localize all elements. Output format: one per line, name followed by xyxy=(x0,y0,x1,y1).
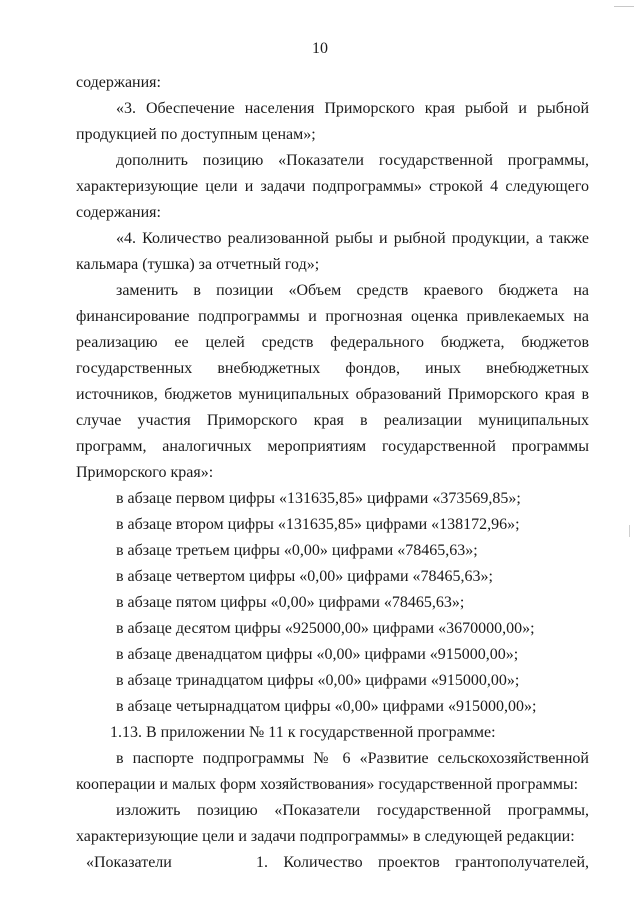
table-cell-right: 1. Количество проектов грантополучателей, xyxy=(256,854,589,871)
list-item: в абзаце тринадцатом цифры «0,00» цифрами «915000,00»; xyxy=(116,672,520,689)
section-heading: 1.13. В приложении № 11 к государственной программе: xyxy=(110,724,496,741)
list-item: в абзаце четырнадцатом цифры «0,00» цифрами «915000,00»; xyxy=(116,698,537,715)
scan-artifact xyxy=(629,525,630,537)
paragraph: «4. Количество реализованной рыбы и рыбной продукции, а также кальмара (тушка) за отчетный год»; xyxy=(76,230,589,273)
list-item: в абзаце двенадцатом цифры «0,00» цифрами «915000,00»; xyxy=(116,646,519,663)
paragraph: содержания: xyxy=(76,74,161,91)
table-row xyxy=(86,850,589,876)
document-body xyxy=(76,70,589,876)
list-item: в абзаце первом цифры «131635,85» цифрами «373569,85»; xyxy=(116,490,521,507)
paragraph: изложить позицию «Показатели государственной программы, характеризующие цели и задачи подпрограммы» в следующей редакции: xyxy=(76,802,589,845)
list-item: в абзаце третьем цифры «0,00» цифрами «78465,63»; xyxy=(116,542,478,559)
paragraph: дополнить позицию «Показатели государственной программы, характеризующие цели и задачи подпрограммы» строкой 4 следующего содержания: xyxy=(76,152,589,221)
page-number: 10 xyxy=(312,40,328,57)
paragraph: в паспорте подпрограммы № 6 «Развитие сельскохозяйственной кооперации и малых форм хозяйствования» государственной программы: xyxy=(76,750,589,793)
scan-artifact xyxy=(614,6,634,7)
list-item: в абзаце втором цифры «131635,85» цифрами «138172,96»; xyxy=(116,516,520,533)
list-item: в абзаце пятом цифры «0,00» цифрами «78465,63»; xyxy=(116,594,465,611)
list-item: в абзаце четвертом цифры «0,00» цифрами «78465,63»; xyxy=(116,568,493,585)
table-cell-left: «Показатели xyxy=(86,854,172,871)
paragraph: «3. Обеспечение населения Приморского края рыбой и рыбной продукцией по доступным ценам»; xyxy=(76,100,589,143)
list-item: в абзаце десятом цифры «925000,00» цифрами «3670000,00»; xyxy=(116,620,535,637)
paragraph: заменить в позиции «Объем средств краевого бюджета на финансирование подпрограммы и прогнозная оценка привлекаемых на реализацию ее целей средств федерального бюджета, бюджетов государственных внебюджетных фондов, иных внебюджетных источников, бюджетов муниципальных образований Приморского края в случае участия Приморского края в реализации муниципальных программ, аналогичных мероприятиям государственной программы Приморского края»: xyxy=(76,282,589,481)
